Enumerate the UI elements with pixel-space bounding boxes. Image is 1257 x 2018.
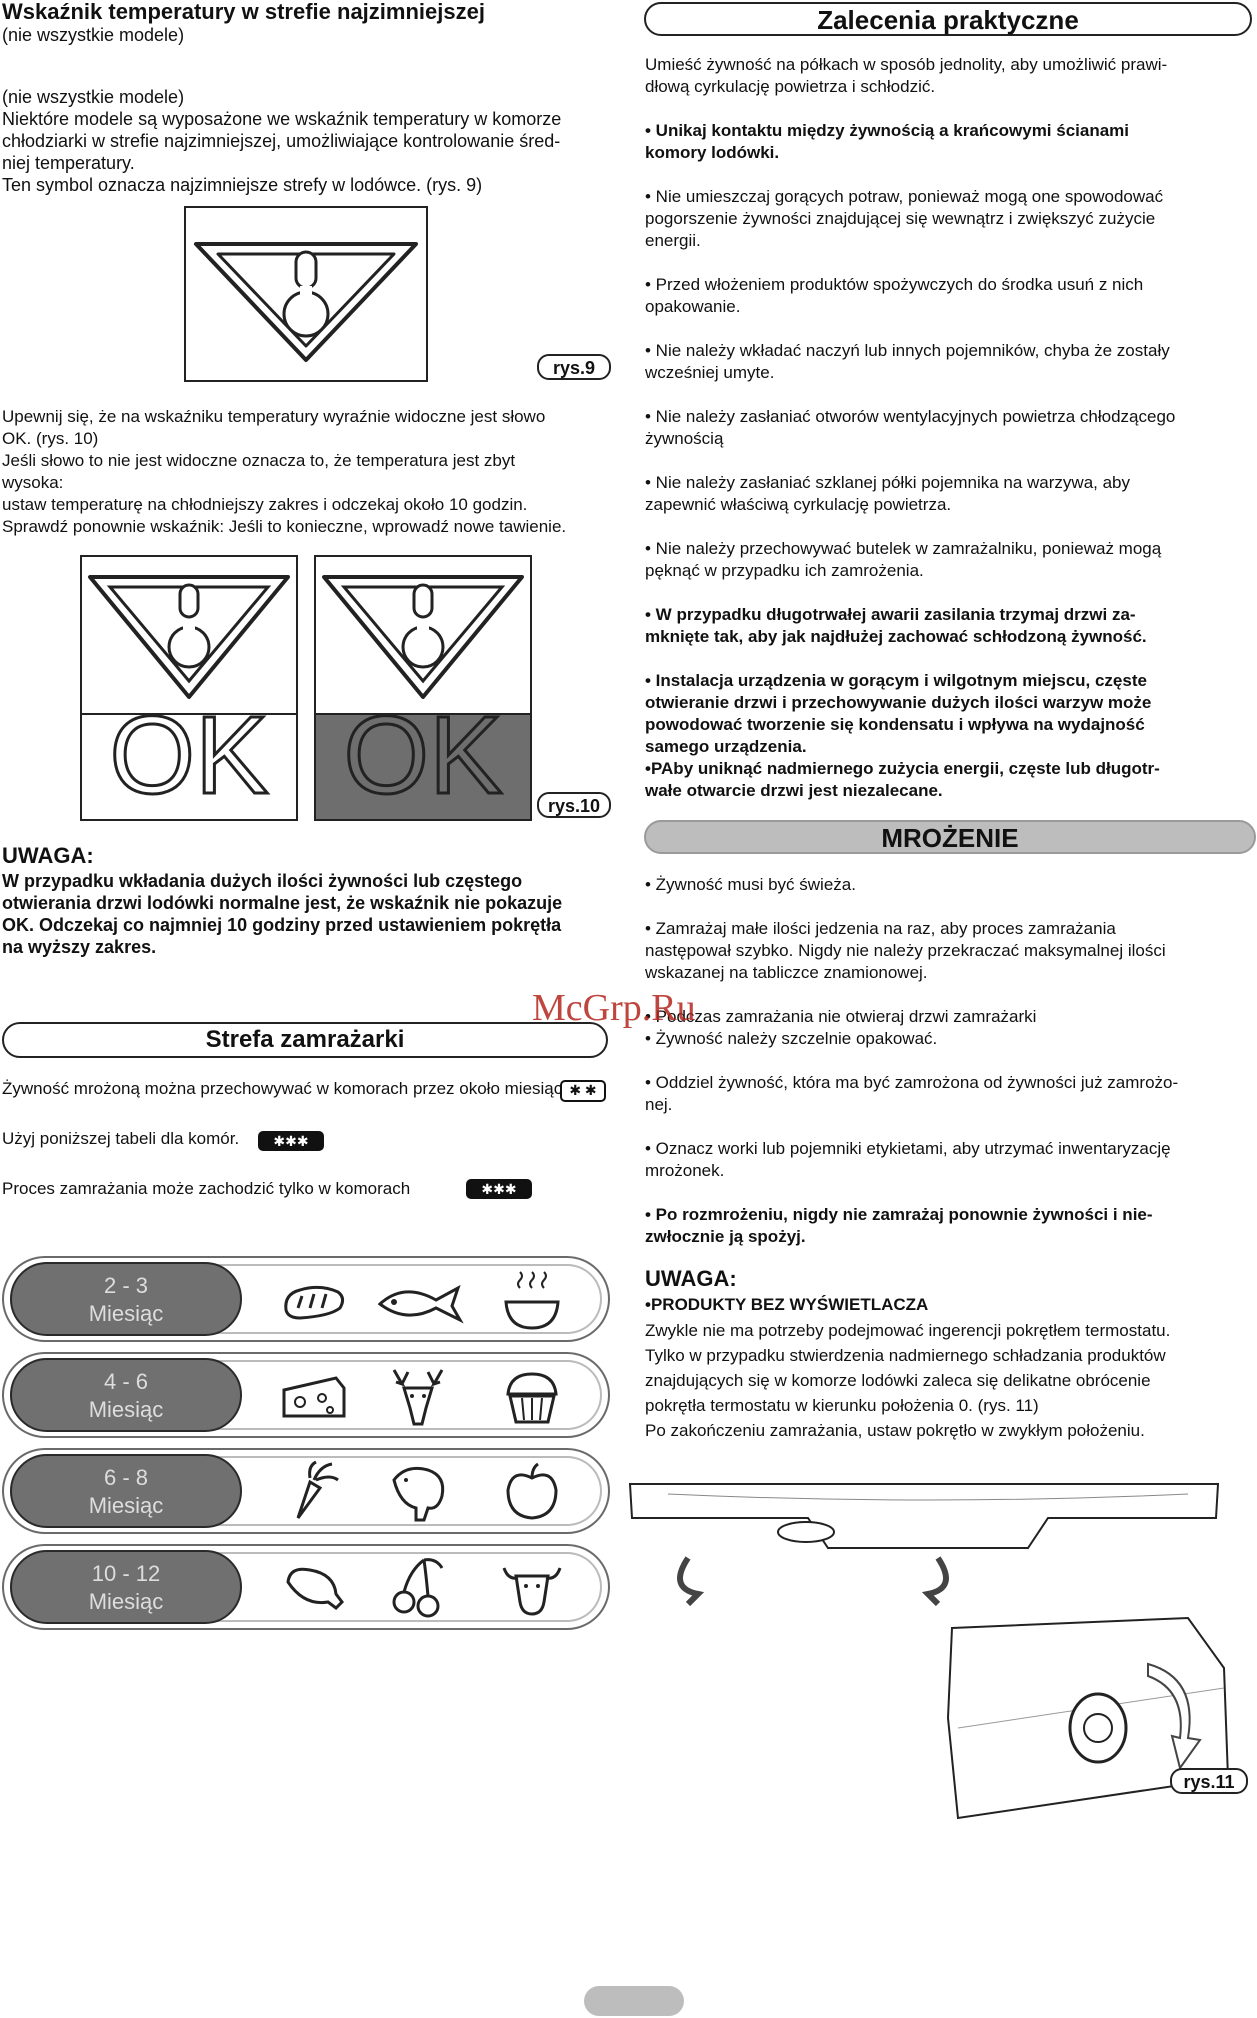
list-item: • W przypadku długotrwałej awarii zasilania trzymaj drzwi za- mknięte tak, aby jak najdłużej zachować schłodzoną żywność. xyxy=(645,605,1147,646)
cupcake-icon xyxy=(498,1362,566,1430)
indicator-not-ok-panel xyxy=(314,555,532,821)
cow-head-icon xyxy=(498,1554,566,1622)
chicken-leg-icon xyxy=(280,1554,348,1622)
practical-tips-list xyxy=(645,54,1251,824)
coldest-zone-icon xyxy=(316,557,530,707)
section-subtitle: (nie wszystkie modele) xyxy=(2,25,185,45)
ok-label: OK xyxy=(109,694,269,817)
storage-row xyxy=(2,1544,610,1630)
storage-period: 10 - 12 Miesiąc xyxy=(10,1550,242,1624)
list-item: • Nie należy wkładać naczyń lub innych pojemników, chyba że zostały wcześniej umyte. xyxy=(645,341,1170,382)
watermark: McGrp.Ru xyxy=(532,987,696,1029)
freezer-line-2: Użyj poniższej tabeli dla komór. xyxy=(2,1129,240,1148)
apple-icon xyxy=(498,1458,566,1526)
coldest-zone-icon xyxy=(82,557,296,707)
deer-icon xyxy=(384,1362,452,1430)
list-item: • Po rozmrożeniu, nigdy nie zamrażaj ponownie żywności i nie- zwłocznie ją spożyj. xyxy=(645,1205,1153,1246)
list-item: • Oznacz worki lub pojemniki etykietami, aby utrzymać inwentaryzację mrożonek. xyxy=(645,1139,1171,1180)
figure-9-label: rys.9 xyxy=(537,354,611,380)
cheese-icon xyxy=(280,1362,348,1430)
storage-period: 6 - 8 Miesiąc xyxy=(10,1454,242,1528)
four-star-badge: ✱✱✱ xyxy=(466,1179,532,1199)
storage-row xyxy=(2,1352,610,1438)
storage-row xyxy=(2,1256,610,1342)
list-item: • Unikaj kontaktu między żywnością a krańcowymi ścianami komory lodówki. xyxy=(645,121,1130,162)
freezing-header: MROŻENIE xyxy=(644,820,1256,854)
ok-label-dark: OK xyxy=(343,694,503,817)
vegetables-icon xyxy=(280,1458,348,1526)
list-item: • Nie umieszczaj gorących potraw, ponieważ mogą one spowodować pogorszenie żywności znajdującej się wewnątrz i zwiększyć zużycie energii. xyxy=(645,187,1164,250)
storage-period: 4 - 6 Miesiąc xyxy=(10,1358,242,1432)
four-star-badge: ✱✱✱ xyxy=(258,1131,324,1151)
warning-text: W przypadku wkładania dużych ilości żywności lub częstego otwierania drzwi lodówki normalne jest, że wskaźnik nie pokazuje OK. Odczekaj co najmniej 10 godziny przed ustawieniem pokrętła na wyższy zakres. xyxy=(2,871,563,957)
fish-icon xyxy=(374,1266,466,1334)
list-item: • Zamrażaj małe ilości jedzenia na raz, aby proces zamrażania następował szybko. Nigdy nie należy przekraczać maksymalnej ilości wskazanej na tabliczce znamionowej. xyxy=(645,919,1166,982)
two-star-badge: ✱ ✱ xyxy=(560,1080,606,1102)
thermostat-knob-illustration xyxy=(628,1478,1252,1878)
figure-11-label: rys.11 xyxy=(1170,1768,1248,1794)
figure-9 xyxy=(184,206,428,382)
list-item: • Oddziel żywność, która ma być zamrożona od żywności już zamrożo- nej. xyxy=(645,1073,1179,1114)
paragraph-check-ok: Upewnij się, że na wskaźniku temperatury wyraźnie widoczne jest słowo OK. (rys. 10) Jeśli słowo to nie jest widoczne oznacza to, że temperatura jest zbyt wysoka: ustaw temperaturę na chłodniejszy zakres i odczekaj około 10 godzin. Sprawdź ponownie wskaźnik: Jeśli to konieczne, wprowadź nowe tawienie. xyxy=(2,407,567,536)
warning-subtitle: •PRODUKTY BEZ WYŚWIETLACZA xyxy=(645,1295,929,1314)
list-item: • Przed włożeniem produktów spożywczych do środka usuń z nich opakowanie. xyxy=(645,275,1144,316)
storage-row xyxy=(2,1448,610,1534)
freezer-line-1: Żywność mrożoną można przechowywać w komorach przez około miesiąc xyxy=(2,1079,563,1098)
page-number-tab xyxy=(584,1986,684,2016)
freezer-zone-header: Strefa zamrażarki xyxy=(2,1022,608,1058)
list-item: • Nie należy zasłaniać otworów wentylacyjnych powietrza chłodzącego żywnością xyxy=(645,407,1176,448)
list-item: Umieść żywność na półkach w sposób jednolity, aby umożliwić prawi- dłową cyrkulację powietrza i schłodzić. xyxy=(645,55,1168,96)
warning-title: UWAGA: xyxy=(2,843,94,868)
warning-title-right: UWAGA: xyxy=(645,1266,737,1291)
section-title: Wskaźnik temperatury w strefie najzimniejszej xyxy=(2,0,485,24)
bread-icon xyxy=(280,1266,348,1334)
list-item: • Nie należy zasłaniać szklanej półki pojemnika na warzywa, aby zapewnić właściwą cyrkulację powietrza. xyxy=(645,473,1131,514)
cherries-icon xyxy=(384,1554,452,1622)
figure-10-label: rys.10 xyxy=(537,792,611,818)
coldest-zone-icon xyxy=(186,208,426,380)
warning-text-right: Zwykle nie ma potrzeby podejmować ingerencji pokrętłem termostatu. Tylko w przypadku stwierdzenia nadmiernego schładzania produktów znajdujących się w komorze lodówki zaleca się delikatne obrócenie pokrętła termostatu w kierunku położenia 0. (rys. 11) Po zakończeniu zamrażania, ustaw pokrętło w zwykłym położeniu. xyxy=(645,1321,1171,1440)
list-item: • Żywność musi być świeża. xyxy=(645,875,856,894)
practical-tips-header: Zalecenia praktyczne xyxy=(644,2,1252,36)
freezer-line-3: Proces zamrażania może zachodzić tylko w komorach xyxy=(2,1179,411,1198)
list-item: • Nie należy przechowywać butelek w zamrażalniku, ponieważ mogą pęknąć w przypadku ich zamrożenia. xyxy=(645,539,1162,580)
list-item: • Instalacja urządzenia w gorącym i wilgotnym miejscu, częste otwieranie drzwi i przechowywanie dużych ilości warzyw może powodować tworzenie się kondensatu i wpływa na wydajność samego urządzenia. •PAby uniknąć nadmiernego zużycia energii, częste lub długotr- wałe otwarcie drzwi jest niezalecane. xyxy=(645,671,1160,800)
indicator-ok-panel xyxy=(80,555,298,821)
list-item: • Podczas zamrażania nie otwieraj drzwi zamrażarki • Żywność należy szczelnie opakować. xyxy=(645,1007,1037,1048)
storage-period: 2 - 3 Miesiąc xyxy=(10,1262,242,1336)
freezing-list xyxy=(645,874,1251,1270)
paragraph-indicator: (nie wszystkie modele) Niektóre modele są wyposażone we wskaźnik temperatury w komorze chłodziarki w strefie najzimniejszej, umożliwiające kontrolowanie śred- niej temperatury. Ten symbol oznacza najzimniejsze strefy w lodówce. (rys. 9) xyxy=(2,87,562,195)
poultry-icon xyxy=(384,1458,452,1526)
soup-bowl-icon xyxy=(498,1266,566,1334)
